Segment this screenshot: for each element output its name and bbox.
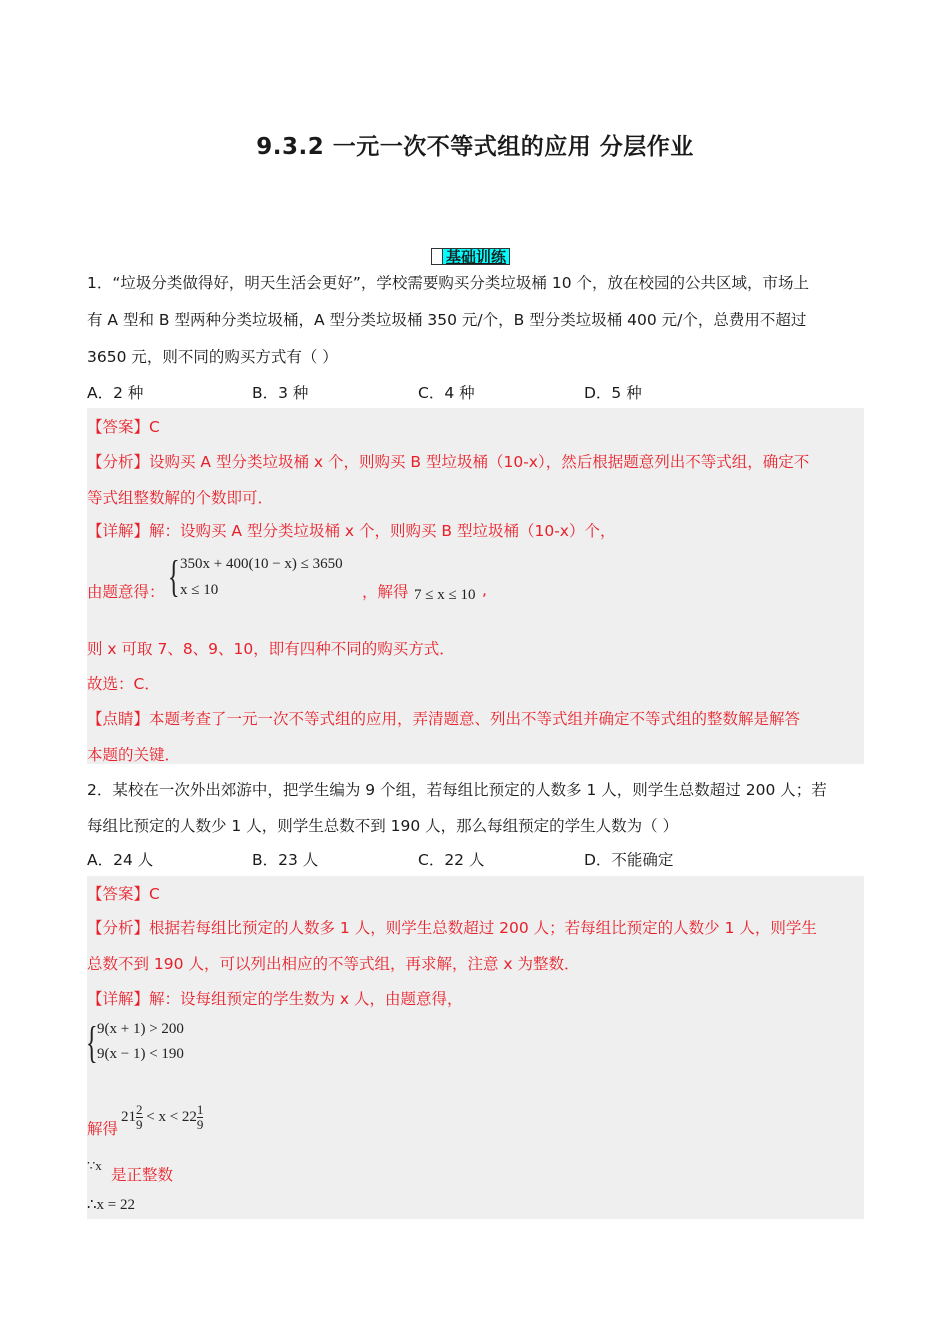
q2-option-c: C．22 人 — [418, 851, 485, 869]
q1-option-d: D．5 种 — [584, 384, 642, 402]
q1-option-c: C．4 种 — [418, 384, 475, 402]
section-label: 基础训练 — [443, 248, 510, 265]
q1-solution-comma: , — [482, 581, 487, 599]
q1-answer: 【答案】C — [87, 418, 160, 436]
q1-option-b: B．3 种 — [252, 384, 309, 402]
q1-option-a: A．2 种 — [87, 384, 144, 402]
q1-analysis-line2: 等式组整数解的个数即可． — [87, 489, 274, 507]
q2-analysis-line1: 【分析】根据若每组比预定的人数多 1 人，则学生总数超过 200 人；若每组比预定的人数少 1 人，则学生 — [87, 919, 817, 937]
q1-detail: 【详解】解：设购买 A 型分类垃圾桶 x 个，则购买 B 型垃圾桶（10-x）个， — [87, 522, 616, 540]
q1-analysis-line1: 【分析】设购买 A 型分类垃圾桶 x 个，则购买 B 型垃圾桶（10-x），然后根据题意列出不等式组，确定不 — [87, 453, 810, 471]
q2-inequality-2: 9(x − 1) < 190 — [97, 1046, 184, 1062]
q2-fraction-left-num: 2 — [136, 1102, 143, 1117]
q2-solution — [121, 1103, 203, 1132]
q1-comment-line2: 本题的关键． — [87, 746, 181, 764]
q2-inequality-1: 9(x + 1) > 200 — [97, 1021, 184, 1037]
q1-system-brace: { — [168, 552, 180, 601]
q1-by-problem-label: 由题意得： — [87, 583, 165, 601]
q2-analysis-line2: 总数不到 190 人，可以列出相应的不等式组，再求解，注意 x 为整数． — [87, 955, 580, 973]
q1-solution: 7 ≤ x ≤ 10 — [414, 587, 476, 603]
q1-stem-line1: 1．“垃圾分类做得好，明天生活会更好”，学校需要购买分类垃圾桶 10 个，放在校园的公共区域，市场上 — [87, 274, 810, 292]
q1-comment-line1: 【点睛】本题考查了一元一次不等式组的应用，弄清题意、列出不等式组并确定不等式组的整数解是解答 — [87, 710, 801, 728]
q1-stem-line2: 有 A 型和 B 型两种分类垃圾桶，A 型分类垃圾桶 350 元/个，B 型分类垃圾桶 400 元/个，总费用不超过 — [87, 311, 807, 329]
page-title: 9.3.2 一元一次不等式组的应用 分层作业 — [256, 134, 694, 160]
q1-conclusion: 则 x 可取 7、8、9、10，即有四种不同的购买方式． — [87, 640, 455, 658]
q2-therefore: ∴x = 22 — [87, 1197, 136, 1213]
q2-detail: 【详解】解：设每组预定的学生数为 x 人，由题意得， — [87, 990, 463, 1008]
q2-because-text: 是正整数 — [111, 1166, 174, 1184]
q2-option-b: B．23 人 — [252, 851, 319, 869]
q2-solution-left-int: 21 — [121, 1108, 136, 1125]
q2-solve-label: 解得 — [87, 1120, 119, 1138]
q2-stem-line2: 每组比预定的人数少 1 人，则学生总数不到 190 人，那么每组预定的学生人数为（ ） — [87, 817, 679, 835]
q1-inequality-2: x ≤ 10 — [180, 582, 219, 598]
q2-option-d: D．不能确定 — [584, 851, 674, 869]
q2-solution-mid: < x < 22 — [142, 1108, 197, 1125]
q2-answer: 【答案】C — [87, 885, 160, 903]
q2-fraction-left-den: 9 — [136, 1117, 143, 1132]
q1-inequality-1: 350x + 400(10 − x) ≤ 3650 — [180, 556, 343, 572]
q2-fraction-right — [197, 1103, 204, 1132]
q2-fraction-right-num: 1 — [196, 1102, 204, 1117]
q1-choose: 故选：C． — [87, 675, 160, 693]
q2-system-brace: { — [86, 1018, 98, 1067]
q1-solve-label: ，解得 — [362, 583, 409, 601]
badge-checkbox-icon — [431, 248, 443, 265]
q2-fraction-right-den: 9 — [196, 1117, 204, 1132]
q2-stem-line1: 2．某校在一次外出郊游中，把学生编为 9 个组，若每组比预定的人数多 1 人，则学生总数超过 200 人；若 — [87, 781, 827, 799]
q1-stem-line3: 3650 元，则不同的购买方式有（ ） — [87, 348, 338, 366]
section-badge — [431, 247, 510, 266]
q2-because-symbol: ∵x — [87, 1158, 102, 1173]
q2-option-a: A．24 人 — [87, 851, 154, 869]
